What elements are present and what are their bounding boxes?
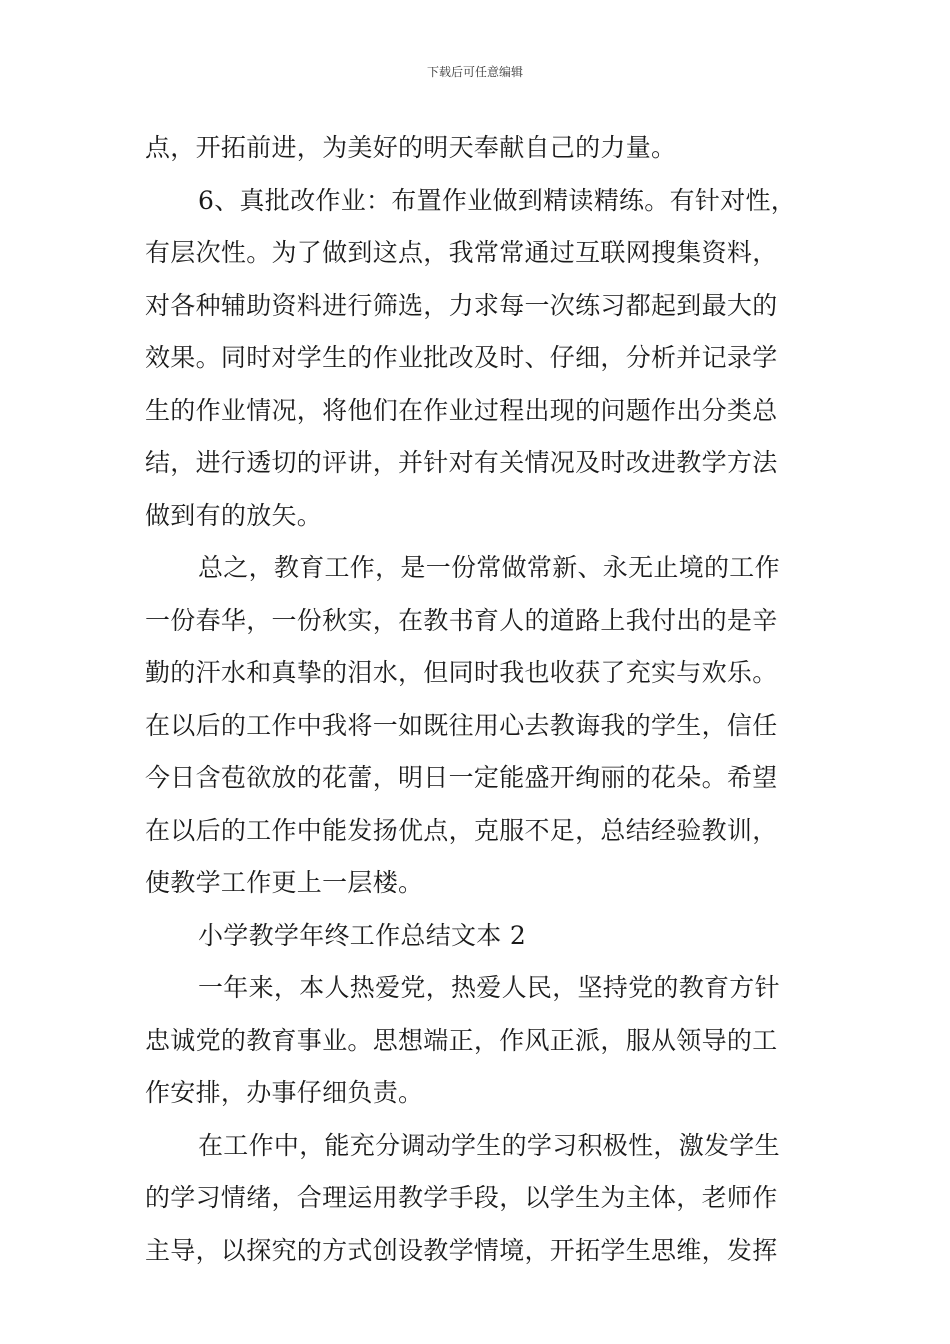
text-line: 作安排，办事仔细负责。	[145, 1078, 424, 1107]
text-line: 做到有的放矢。	[145, 500, 323, 530]
text-line: 忠诚党的教育事业。思想端正，作风正派，服从领导的工	[145, 1025, 778, 1055]
text-line: 一年来，本人热爱党，热爱人民，坚持党的教育方针	[198, 973, 780, 1002]
text-line: 今日含苞欲放的花蕾，明日一定能盛开绚丽的花朵。希望	[145, 763, 778, 792]
text-line: 6、真批改作业：布置作业做到精读精练。有针对性，	[198, 185, 797, 215]
text-line: 有层次性。为了做到这点，我常常通过互联网搜集资料，	[145, 238, 778, 267]
text-line: 使教学工作更上一层楼。	[145, 868, 424, 897]
text-line: 总之，教育工作，是一份常做常新、永无止境的工作	[198, 553, 780, 582]
text-line: 的学习情绪，合理运用教学手段，以学生为主体，老师作	[145, 1183, 778, 1212]
text-line: 在工作中，能充分调动学生的学习积极性，激发学生	[198, 1130, 780, 1160]
text-line: 点，开拓前进，为美好的明天奉献自己的力量。	[145, 133, 677, 162]
page-header: 下载后可任意编辑	[426, 65, 523, 79]
text-line: 勤的汗水和真挚的泪水，但同时我也收获了充实与欢乐。	[145, 658, 778, 687]
text-line: 主导，以探究的方式创设教学情境，开拓学生思维，发挥	[145, 1235, 778, 1265]
text-line: 一份春华，一份秋实，在教书育人的道路上我付出的是辛	[145, 605, 778, 635]
text-line: 效果。同时对学生的作业批改及时、仔细，分析并记录学	[145, 343, 778, 372]
text-line: 在以后的工作中能发扬优点，克服不足，总结经验教训，	[145, 815, 778, 845]
text-line: 生的作业情况，将他们在作业过程出现的问题作出分类总	[145, 395, 778, 425]
document-body	[145, 122, 810, 1277]
text-line: 对各种辅助资料进行筛选，力求每一次练习都起到最大的	[145, 290, 778, 320]
text-line: 结，进行透切的评讲，并针对有关情况及时改进教学方法	[145, 448, 778, 477]
section-title: 小学教学年终工作总结文本 2	[198, 920, 527, 950]
text-line: 在以后的工作中我将一如既往用心去教诲我的学生，信任	[145, 710, 778, 740]
